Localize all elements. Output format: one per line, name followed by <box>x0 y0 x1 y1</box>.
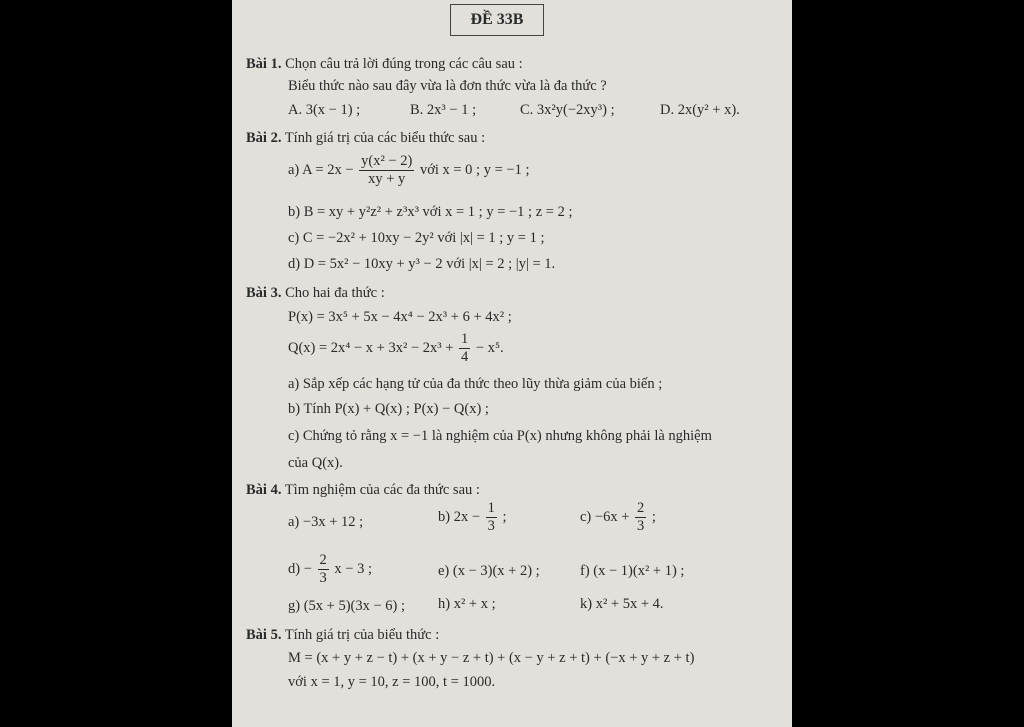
bai3-text: Cho hai đa thức : <box>285 285 385 301</box>
exam-title: ĐỀ 33B <box>450 4 544 36</box>
bai1-option-a: A. 3(x − 1) ; <box>288 102 361 118</box>
bai2-a-numerator: y(x² − 2) <box>361 153 413 169</box>
bai3-q <box>288 331 504 366</box>
bai3-label: Bài 3. <box>246 285 282 301</box>
bai1-option-c: C. 3x²y(−2xy³) ; <box>520 102 615 118</box>
bai4-h: h) x² + x ; <box>438 596 496 612</box>
bai2-b: b) B = xy + y²z² + z³x³ với x = 1 ; y = −1 ; z = 2 ; <box>288 204 573 220</box>
bai1-text: Chọn câu trả lời đúng trong các câu sau : <box>285 56 523 72</box>
bai3-q-fraction <box>459 331 470 366</box>
bai5-text: Tính giá trị của biểu thức : <box>284 627 440 643</box>
bai2-c: c) C = −2x² + 10xy − 2y² với |x| = 1 ; y = 1 ; <box>288 230 545 246</box>
bai2-d: d) D = 5x² − 10xy + y³ − 2 với |x| = 2 ; |y| = 1. <box>288 256 556 272</box>
bai3-q-prefix: Q(x) = 2x⁴ − x + 3x² − 2x³ + <box>288 339 454 356</box>
bai3-q-suffix: − x⁵. <box>475 339 504 356</box>
bai2-a <box>288 153 529 188</box>
bai1-label: Bài 1. <box>246 56 282 72</box>
bai3-c1: c) Chứng tỏ rằng x = −1 là nghiệm của P(x) nhưng không phải là nghiệm <box>288 428 712 444</box>
bai2-a-fraction <box>359 153 414 188</box>
bai2-text: Tính giá trị của các biểu thức sau : <box>284 130 486 146</box>
bai1-option-b: B. 2x³ − 1 ; <box>410 102 477 118</box>
bai5-expression: M = (x + y + z − t) + (x + y − z + t) + (x − y + z + t) + (−x + y + z + t) <box>288 650 695 666</box>
bai1-question: Biểu thức nào sau đây vừa là đơn thức vừa là đa thức ? <box>288 78 607 94</box>
bai4-d-fraction <box>318 552 329 587</box>
bai3-q-numerator: 1 <box>461 331 469 347</box>
bai4-d-prefix: d) − <box>288 560 312 577</box>
bai4-b-fraction <box>486 500 497 535</box>
bai4-b-denominator: 3 <box>487 518 495 534</box>
exam-page <box>232 0 792 727</box>
bai4-label: Bài 4. <box>246 482 282 498</box>
bai4-e: e) (x − 3)(x + 2) ; <box>438 563 540 579</box>
bai4-d <box>288 552 372 587</box>
bai4-c <box>580 500 656 535</box>
bai4-b <box>438 500 507 535</box>
bai5-heading <box>246 627 439 644</box>
bai4-d-denominator: 3 <box>319 570 327 586</box>
bai3-heading <box>246 285 385 302</box>
bai5-label: Bài 5. <box>246 627 282 643</box>
bai1-option-d: D. 2x(y² + x). <box>660 102 740 118</box>
bai4-c-prefix: c) −6x + <box>580 508 630 525</box>
bai1-heading <box>246 56 523 73</box>
bai4-f: f) (x − 1)(x² + 1) ; <box>580 563 685 579</box>
bai4-c-suffix: ; <box>651 508 656 525</box>
bai3-q-denominator: 4 <box>461 349 469 365</box>
bai2-a-prefix: a) A = 2x − <box>288 161 354 178</box>
bai3-b: b) Tính P(x) + Q(x) ; P(x) − Q(x) ; <box>288 401 489 417</box>
bai4-k: k) x² + 5x + 4. <box>580 596 664 612</box>
bai4-b-prefix: b) 2x − <box>438 508 481 525</box>
bai4-g: g) (5x + 5)(3x − 6) ; <box>288 598 406 614</box>
bai2-a-suffix: với x = 0 ; y = −1 ; <box>419 161 530 178</box>
bai4-c-fraction <box>635 500 646 535</box>
bai2-label: Bài 2. <box>246 130 282 146</box>
bai4-b-numerator: 1 <box>487 500 495 516</box>
bai3-a: a) Sắp xếp các hạng tử của đa thức theo lũy thừa giảm của biến ; <box>288 376 663 392</box>
bai4-c-denominator: 3 <box>637 518 645 534</box>
bai3-c2: của Q(x). <box>288 455 343 471</box>
bai4-b-suffix: ; <box>502 508 507 525</box>
bai5-condition: với x = 1, y = 10, z = 100, t = 1000. <box>288 674 496 690</box>
bai3-p: P(x) = 3x⁵ + 5x − 4x⁴ − 2x³ + 6 + 4x² ; <box>288 309 512 325</box>
bai4-text: Tìm nghiệm của các đa thức sau : <box>284 482 480 498</box>
bai4-d-numerator: 2 <box>319 552 327 568</box>
bai4-heading <box>246 482 480 499</box>
bai2-a-denominator: xy + y <box>368 171 406 187</box>
bai4-c-numerator: 2 <box>637 500 645 516</box>
bai4-a: a) −3x + 12 ; <box>288 514 364 530</box>
bai2-heading <box>246 130 485 147</box>
bai4-d-suffix: x − 3 ; <box>334 560 372 577</box>
